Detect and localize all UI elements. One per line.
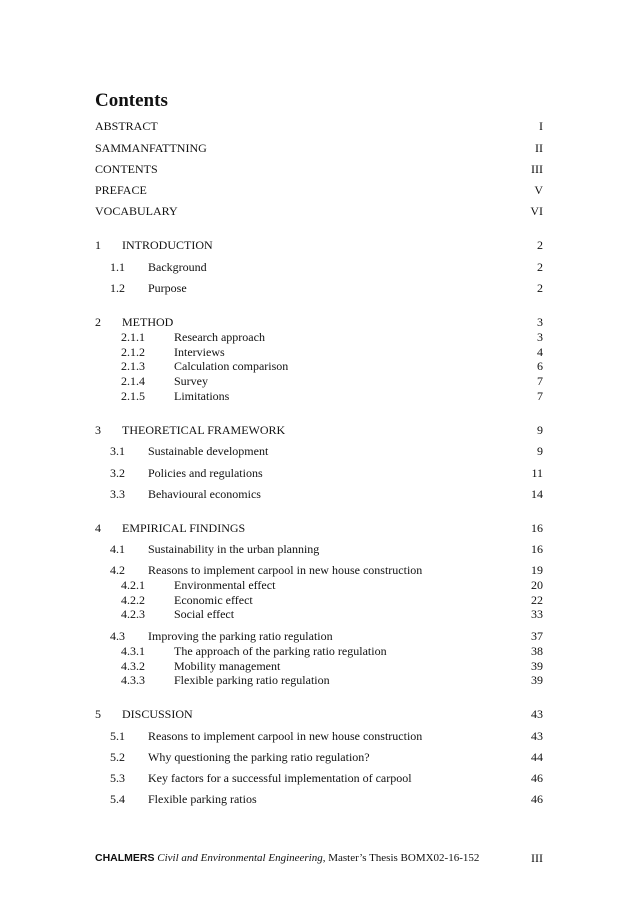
toc-entry-page: 44 xyxy=(531,750,543,764)
toc-entry-number: 4.1 xyxy=(110,542,125,556)
toc-entry xyxy=(0,280,638,296)
toc-entry-title: Why questioning the parking ratio regulation? xyxy=(148,750,370,764)
toc-entry-number: 5.2 xyxy=(110,750,125,764)
toc-entry-page: VI xyxy=(530,204,543,218)
toc-entry-number: 3.2 xyxy=(110,466,125,480)
toc-entry xyxy=(0,643,638,659)
toc-entry-number: 2.1.2 xyxy=(121,345,145,359)
toc-entry-page: 16 xyxy=(531,542,543,556)
toc-entry-page: 6 xyxy=(537,359,543,373)
toc-entry-number: 2.1.1 xyxy=(121,330,145,344)
toc-entry xyxy=(0,749,638,765)
toc-entry-title: CONTENTS xyxy=(95,162,158,176)
toc-entry-title: Behavioural economics xyxy=(148,487,261,501)
toc-entry-title: VOCABULARY xyxy=(95,204,178,218)
toc-entry xyxy=(0,562,638,578)
toc-entry-title: DISCUSSION xyxy=(122,707,193,721)
toc-entry xyxy=(0,465,638,481)
toc-entry-page: 20 xyxy=(531,578,543,592)
toc-entry-page: 3 xyxy=(537,330,543,344)
toc-entry-number: 4.3 xyxy=(110,629,125,643)
toc-entry-title: Limitations xyxy=(174,389,230,403)
toc-entry-title: Economic effect xyxy=(174,593,253,607)
toc-entry-number: 3.1 xyxy=(110,444,125,458)
toc-entry-page: 43 xyxy=(531,707,543,721)
toc-entry-title: EMPIRICAL FINDINGS xyxy=(122,521,246,535)
toc-entry-number: 1.2 xyxy=(110,281,125,295)
toc-entry-page: I xyxy=(539,119,543,133)
toc-entry-title: The approach of the parking ratio regulation xyxy=(174,644,387,658)
toc-entry xyxy=(0,329,638,345)
footer-department: Civil and Environmental Engineering xyxy=(157,852,323,864)
toc-entry-page: 46 xyxy=(531,792,543,806)
toc-entry-number: 4.2 xyxy=(110,563,125,577)
toc-entry-number: 5.4 xyxy=(110,792,125,806)
toc-entry-title: Flexible parking ratio regulation xyxy=(174,673,330,687)
toc-entry-page: 39 xyxy=(531,659,543,673)
toc-entry-title: Calculation comparison xyxy=(174,359,289,373)
toc-entry-page: 11 xyxy=(531,466,543,480)
toc-entry-number: 1 xyxy=(95,238,101,252)
toc-entry xyxy=(0,140,638,156)
toc-entry-page: 2 xyxy=(537,281,543,295)
toc-entry-page: 39 xyxy=(531,673,543,687)
footer-page-number: III xyxy=(531,851,543,865)
toc-entry-title: Policies and regulations xyxy=(148,466,263,480)
toc-entry-title: Improving the parking ratio regulation xyxy=(148,629,333,643)
toc-entry xyxy=(0,486,638,502)
toc-entry-title: Reasons to implement carpool in new house construction xyxy=(148,563,423,577)
toc-entry-page: 38 xyxy=(531,644,543,658)
toc-entry-title: SAMMANFATTNING xyxy=(95,141,207,155)
toc-entry xyxy=(0,259,638,275)
toc-entry-page: 22 xyxy=(531,593,543,607)
toc-entry xyxy=(0,520,638,536)
toc-entry-title: INTRODUCTION xyxy=(122,238,213,252)
toc-entry-title: Flexible parking ratios xyxy=(148,792,257,806)
footer-brand: CHALMERS xyxy=(95,852,155,864)
toc-entry-title: Background xyxy=(148,260,207,274)
page-footer xyxy=(95,850,543,866)
toc-entry xyxy=(0,118,638,134)
toc-entry-page: 33 xyxy=(531,607,543,621)
toc-entry-title: Environmental effect xyxy=(174,578,276,592)
toc-entry-page: 43 xyxy=(531,729,543,743)
toc-entry xyxy=(0,237,638,253)
toc-entry xyxy=(0,443,638,459)
toc-entry-number: 4 xyxy=(95,521,101,535)
toc-entry xyxy=(0,577,638,593)
toc-entry-title: Survey xyxy=(174,374,208,388)
toc-entry-page: 7 xyxy=(537,374,543,388)
toc-entry-number: 4.2.3 xyxy=(121,607,145,621)
toc-entry-number: 5 xyxy=(95,707,101,721)
toc-entry-page: III xyxy=(531,162,543,176)
toc-entry-title: Interviews xyxy=(174,345,225,359)
toc-entry-title: Social effect xyxy=(174,607,235,621)
toc-entry-title: ABSTRACT xyxy=(95,119,158,133)
toc-entry-number: 4.3.2 xyxy=(121,659,145,673)
toc-entry-title: Key factors for a successful implementation of carpool xyxy=(148,771,412,785)
toc-entry-number: 1.1 xyxy=(110,260,125,274)
toc-entry-page: 19 xyxy=(531,563,543,577)
toc-entry-number: 2 xyxy=(95,315,101,329)
footer-thesis-id: , Master’s Thesis BOMX02-16-152 xyxy=(322,852,480,864)
toc-entry-page: 37 xyxy=(531,629,543,643)
toc-entry-title: Research approach xyxy=(174,330,265,344)
toc-entry-page: 9 xyxy=(537,444,543,458)
toc-entry-page: 4 xyxy=(537,345,543,359)
toc-entry-title: METHOD xyxy=(122,315,174,329)
contents-heading: Contents xyxy=(95,90,168,111)
toc-entry xyxy=(0,314,638,330)
toc-entry xyxy=(0,628,638,644)
toc-entry-number: 3.3 xyxy=(110,487,125,501)
toc-entry xyxy=(0,182,638,198)
toc-entry-page: 2 xyxy=(537,260,543,274)
toc-entry xyxy=(0,672,638,688)
toc-entry-number: 4.2.1 xyxy=(121,578,145,592)
toc-entry-page: II xyxy=(535,141,543,155)
toc-entry-title: THEORETICAL FRAMEWORK xyxy=(122,423,286,437)
toc-entry xyxy=(0,358,638,374)
toc-entry-page: 7 xyxy=(537,389,543,403)
toc-entry-number: 2.1.5 xyxy=(121,389,145,403)
toc-entry-title: Sustainability in the urban planning xyxy=(148,542,320,556)
toc-entry-title: Sustainable development xyxy=(148,444,269,458)
toc-entry xyxy=(0,606,638,622)
toc-entry-number: 5.1 xyxy=(110,729,125,743)
toc-entry xyxy=(0,373,638,389)
toc-entry xyxy=(0,541,638,557)
toc-entry xyxy=(0,770,638,786)
toc-entry xyxy=(0,161,638,177)
toc-entry-page: 9 xyxy=(537,423,543,437)
toc-entry-title: Reasons to implement carpool in new house construction xyxy=(148,729,423,743)
toc-entry-page: 16 xyxy=(531,521,543,535)
toc-entry-page: 3 xyxy=(537,315,543,329)
toc-entry-title: PREFACE xyxy=(95,183,147,197)
toc-entry xyxy=(0,706,638,722)
toc-entry-number: 4.3.3 xyxy=(121,673,145,687)
toc-entry-page: V xyxy=(534,183,543,197)
toc-entry xyxy=(0,728,638,744)
toc-entry xyxy=(0,422,638,438)
toc-entry-number: 2.1.3 xyxy=(121,359,145,373)
toc-entry-number: 5.3 xyxy=(110,771,125,785)
toc-entry xyxy=(0,388,638,404)
toc-entry-page: 2 xyxy=(537,238,543,252)
toc-entry-number: 2.1.4 xyxy=(121,374,145,388)
toc-entry xyxy=(0,791,638,807)
toc-entry-number: 4.3.1 xyxy=(121,644,145,658)
toc-entry-number: 4.2.2 xyxy=(121,593,145,607)
toc-entry-page: 46 xyxy=(531,771,543,785)
toc-entry-title: Mobility management xyxy=(174,659,281,673)
toc-entry-page: 14 xyxy=(531,487,543,501)
toc-entry xyxy=(0,203,638,219)
toc-entry-title: Purpose xyxy=(148,281,187,295)
toc-entry-number: 3 xyxy=(95,423,101,437)
